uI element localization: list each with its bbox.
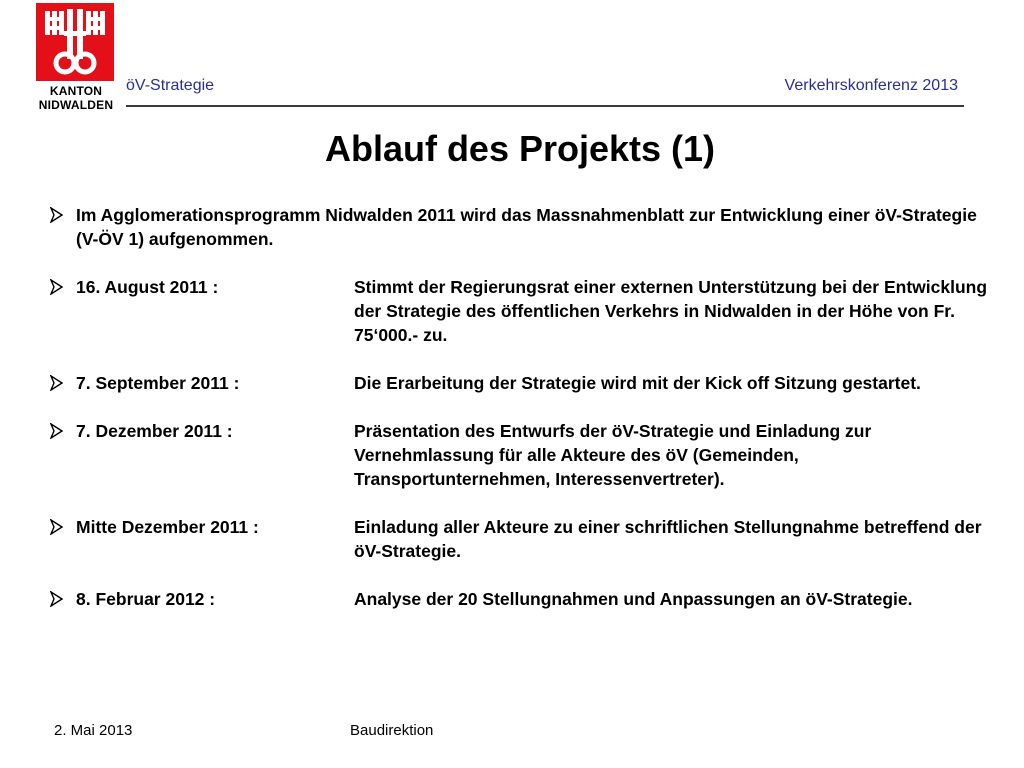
- milestone-text: Einladung aller Akteure zu einer schriftlichen Stellungnahme betreffend der öV-Strategie.: [354, 517, 982, 561]
- arrow-bullet-icon: [50, 204, 64, 226]
- milestone-item: [50, 515, 1000, 563]
- header-divider: [126, 105, 964, 107]
- arrow-bullet-icon: [50, 420, 64, 442]
- milestone-date: Mitte Dezember 2011 :: [76, 517, 259, 537]
- milestone-date: 7. Dezember 2011 :: [76, 421, 233, 441]
- arrow-bullet-icon: [50, 588, 64, 610]
- milestone-date: 8. Februar 2012 :: [76, 589, 216, 609]
- slide-title: Ablauf des Projekts (1): [324, 128, 716, 169]
- slide-content: [50, 203, 1000, 635]
- logo-line-nidwalden: NIDWALDEN: [38, 98, 114, 112]
- footer-department: Baudirektion: [350, 722, 434, 739]
- header-event: Verkehrskonferenz 2013: [784, 77, 958, 94]
- milestone-text: Die Erarbeitung der Strategie wird mit der Kick off Sitzung gestartet.: [354, 373, 921, 393]
- arrow-bullet-icon: [50, 372, 64, 394]
- milestone-date: 16. August 2011 :: [76, 277, 219, 297]
- milestone-date: 7. September 2011 :: [76, 373, 240, 393]
- arrow-bullet-icon: [50, 516, 64, 538]
- milestone-item: [50, 587, 1000, 611]
- milestone-text: Präsentation des Entwurfs der öV-Strategie und Einladung zur Vernehmlassung für alle Akteure des öV (Gemeinden, Transportunternehmen, Interessenvertreter).: [354, 421, 872, 489]
- milestone-item: [50, 275, 1000, 347]
- milestone-text: Analyse der 20 Stellungnahmen und Anpassungen an öV-Strategie.: [354, 589, 913, 609]
- header-topic: öV-Strategie: [126, 77, 215, 94]
- intro-text: Im Agglomerationsprogramm Nidwalden 2011 wird das Massnahmenblatt zur Entwicklung einer öV-Strategie (V-ÖV 1) aufgenommen.: [76, 205, 977, 249]
- nidwalden-coat-of-arms-icon: [36, 3, 114, 81]
- logo-text: [36, 84, 116, 112]
- milestone-text: Stimmt der Regierungsrat einer externen Unterstützung bei der Entwicklung der Strategie des öffentlichen Verkehrs in Nidwalden in der Höhe von Fr. 75‘000.- zu.: [354, 277, 988, 345]
- arrow-bullet-icon: [50, 276, 64, 298]
- milestone-item: [50, 371, 1000, 395]
- logo-line-kanton: KANTON: [49, 84, 103, 98]
- canton-logo: [36, 3, 116, 112]
- footer-date: 2. Mai 2013: [54, 722, 133, 739]
- milestone-item: [50, 419, 1000, 491]
- intro-item: [50, 203, 1000, 251]
